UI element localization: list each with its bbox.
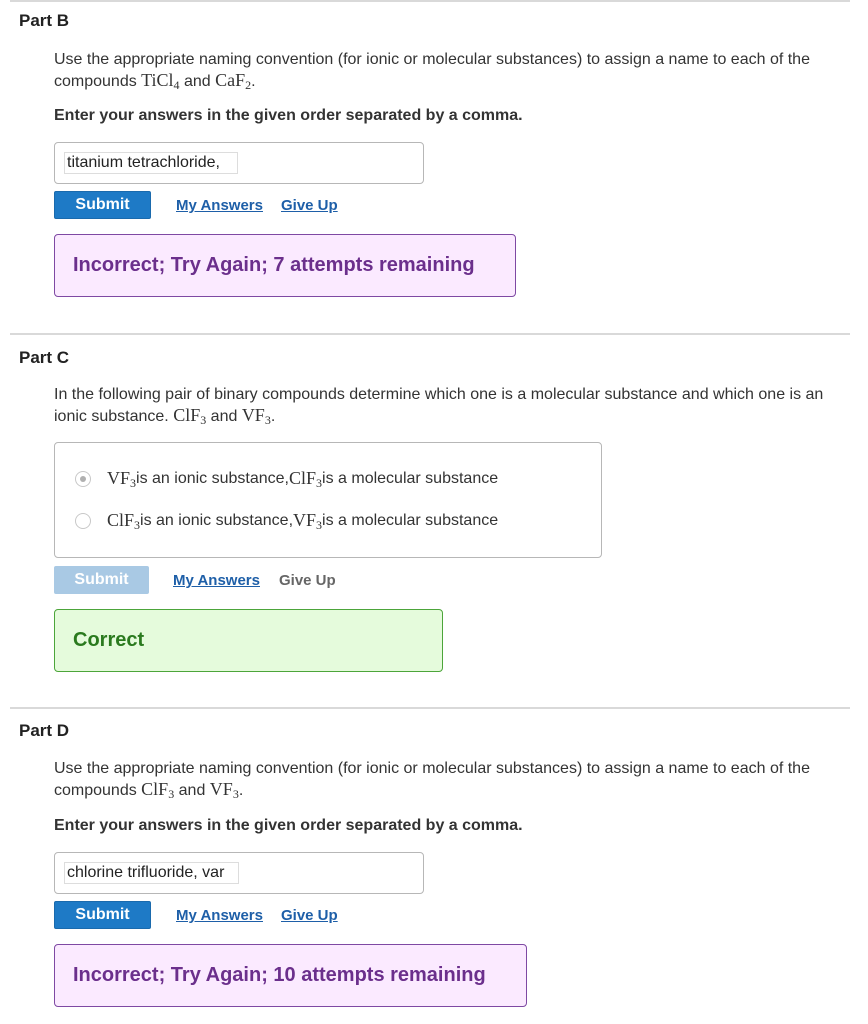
part-d-prompt: Use the appropriate naming convention (for ionic or molecular substances) to assign a name to each of the compounds ClF$_3$ and $VF_3$. <box>54 760 810 801</box>
part-d-feedback: Incorrect; Try Again; 10 attempts remaining <box>54 944 527 1007</box>
part-c-prompt-text: In the following pair of binary compounds determine which one is a molecular substance and which one is an ionic substance. <box>54 386 824 425</box>
choice-1-tail: is a molecular substance <box>322 469 499 487</box>
and-text: and <box>179 73 216 90</box>
part-d-divider <box>10 707 850 709</box>
formula-vf3: $VF_3$ <box>241 405 271 427</box>
formula-vf3: $VF_3$ <box>293 510 323 532</box>
formula-ticl4: TiCl$_4$ <box>141 70 180 92</box>
part-d-my-answers-link[interactable]: My Answers <box>176 907 263 924</box>
formula-vf3: $VF_3$ <box>107 468 137 490</box>
formula-clf3: ClF$_3$ <box>173 405 207 427</box>
part-b-answer-input[interactable] <box>64 152 238 174</box>
part-d-give-up-link[interactable]: Give Up <box>281 907 338 924</box>
part-c-divider <box>10 333 850 335</box>
formula-caf2: CaF$_2$ <box>215 70 252 92</box>
choice-2-text: is an ionic substance, <box>140 511 294 529</box>
part-b-feedback: Incorrect; Try Again; 7 attempts remaining <box>54 234 516 297</box>
radio-choice-2[interactable] <box>75 513 91 529</box>
part-d-title: Part D <box>19 721 70 740</box>
part-b-instruction: Enter your answers in the given order separated by a comma. <box>54 107 523 124</box>
and-text: and <box>174 782 210 799</box>
part-d-instruction: Enter your answers in the given order separated by a comma. <box>54 817 523 834</box>
part-c-title: Part C <box>19 348 70 367</box>
top-divider <box>10 0 850 2</box>
part-d-answer-box <box>54 852 424 894</box>
part-c-submit-button: Submit <box>54 566 149 594</box>
part-d-submit-button[interactable]: Submit <box>54 901 151 929</box>
formula-clf3: ClF$_3$ <box>107 510 141 532</box>
part-b-give-up-link[interactable]: Give Up <box>281 197 338 214</box>
part-c-give-up-link: Give Up <box>279 572 336 589</box>
choice-1[interactable] <box>75 468 498 489</box>
part-c-feedback: Correct <box>54 609 443 672</box>
part-d-answer-input[interactable] <box>64 862 239 884</box>
formula-clf3: ClF$_3$ <box>289 468 323 490</box>
part-c-my-answers-link[interactable]: My Answers <box>173 572 260 589</box>
part-b-my-answers-link[interactable]: My Answers <box>176 197 263 214</box>
part-b-submit-button[interactable]: Submit <box>54 191 151 219</box>
choice-1-text: is an ionic substance, <box>136 469 289 487</box>
part-b-title: Part B <box>19 11 70 30</box>
and-text: and <box>206 408 242 425</box>
radio-choice-1[interactable] <box>75 471 91 487</box>
formula-vf3: $VF_3$ <box>209 779 239 801</box>
part-d-prompt-text: Use the appropriate naming convention (for ionic or molecular substances) to assign a name to each of the compounds <box>54 760 810 799</box>
choice-2-tail: is a molecular substance <box>322 511 499 529</box>
formula-clf3: ClF$_3$ <box>141 779 175 801</box>
part-b-prompt: Use the appropriate naming convention (for ionic or molecular substances) to assign a name to each of the compounds TiCl$_4$ and CaF$_2$. <box>54 51 810 92</box>
part-b-answer-box <box>54 142 424 184</box>
choice-2[interactable] <box>75 510 498 531</box>
part-c-prompt: In the following pair of binary compounds determine which one is a molecular substance and which one is an ionic substance. ClF$_3$ and $VF_3$. <box>54 386 824 427</box>
part-c-choices <box>54 442 602 558</box>
part-b-prompt-text: Use the appropriate naming convention (for ionic or molecular substances) to assign a name to each of the compounds <box>54 51 810 90</box>
